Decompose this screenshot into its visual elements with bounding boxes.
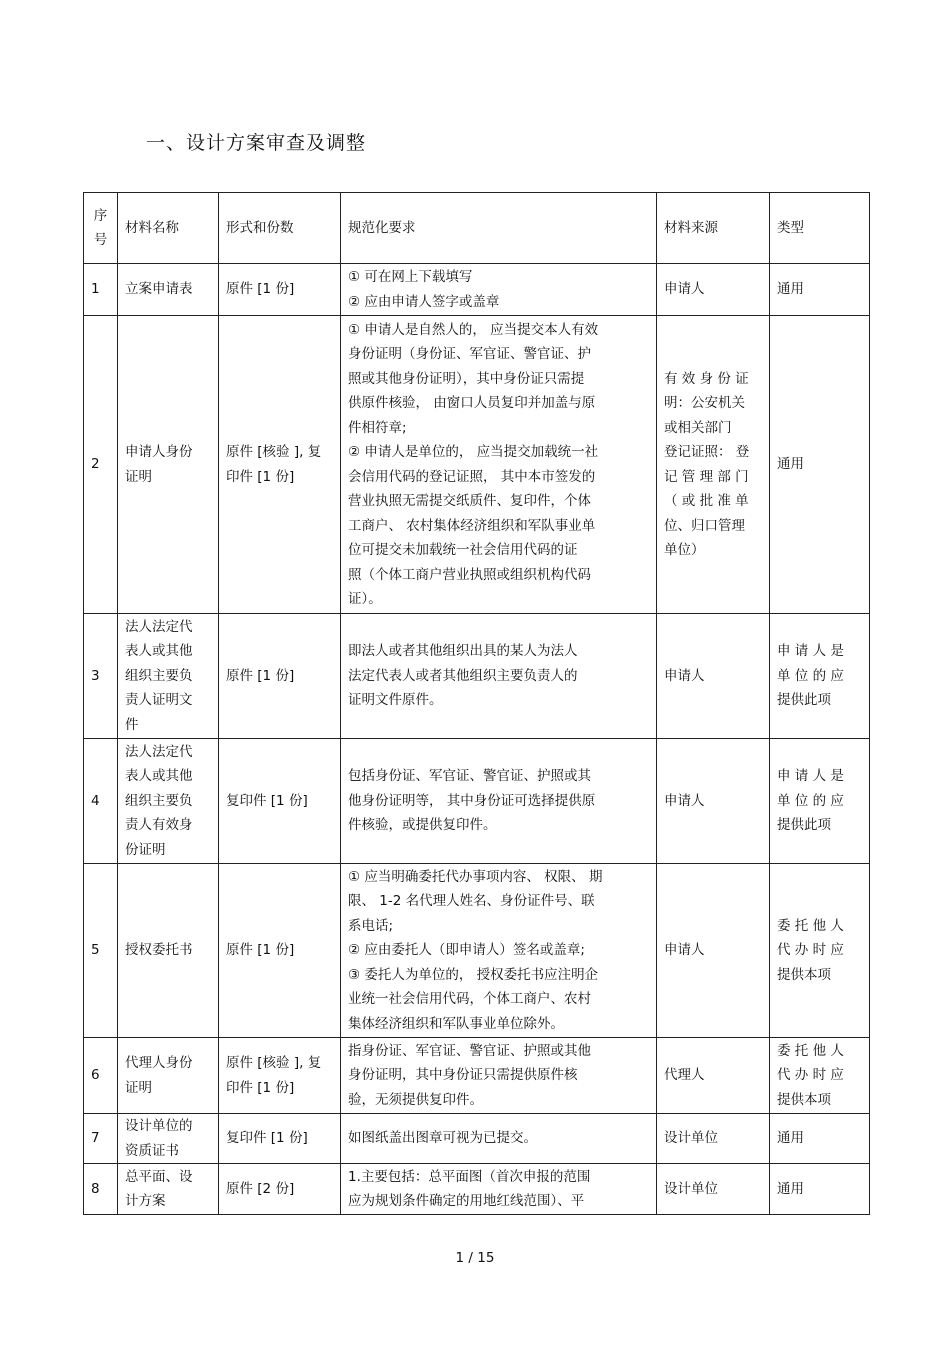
cell-source xyxy=(657,1164,770,1215)
cell-line: 表人或其他 xyxy=(125,768,193,785)
cell-line: 计方案 xyxy=(125,1193,166,1209)
table-row xyxy=(84,1114,870,1164)
cell-line: 材料名称 xyxy=(125,219,179,236)
cell-line: 证明文件原件。 xyxy=(348,692,443,709)
cell-line: 1 xyxy=(91,281,100,298)
cell-line: 单 位 的 应 xyxy=(777,667,844,684)
cell-requirements xyxy=(341,1038,657,1114)
cell-source xyxy=(657,1114,770,1164)
cell-line: 提供此项 xyxy=(777,692,831,709)
cell-line: 件相符章; xyxy=(348,419,407,436)
cell-line: 类型 xyxy=(777,219,804,236)
cell-name xyxy=(118,264,219,316)
cell-line: 他身份证明等， 其中身份证可选择提供原 xyxy=(348,792,596,809)
cell-requirements xyxy=(341,316,657,614)
cell-line: 印件 [1 份] xyxy=(226,468,295,485)
cell-line: 通用 xyxy=(777,1130,804,1147)
materials-table xyxy=(83,192,870,1215)
table-row xyxy=(84,739,870,864)
cell-line: 原件 [1 份] xyxy=(226,281,295,298)
cell-line: 申 请 人 是 xyxy=(777,643,844,660)
cell-line: 通用 xyxy=(777,1180,804,1197)
cell-line: 申请人 xyxy=(664,667,705,684)
cell-line: 代 办 时 应 xyxy=(777,1067,844,1084)
cell-line: 会信用代码的登记证照， 其中本市签发的 xyxy=(348,468,596,485)
cell-line: 证）。 xyxy=(348,591,382,607)
cell-line: 原件 [核验 ], 复 xyxy=(226,444,322,460)
cell-line: 形式和份数 xyxy=(226,219,294,236)
cell-line: 明：公安机关 xyxy=(664,395,745,411)
cell-type xyxy=(770,1114,870,1164)
cell-line: 应为规划条件确定的用地红线范围）、平 xyxy=(348,1193,585,1209)
table-row xyxy=(84,614,870,739)
cell-line: ③ 委托人为单位的， 授权委托书应注明企 xyxy=(348,966,599,983)
cell-line: 复印件 [1 份] xyxy=(226,792,308,809)
cell-line: 委 托 他 人 xyxy=(777,1042,844,1059)
cell-form xyxy=(219,864,341,1038)
cell-line: 申请人 xyxy=(664,792,705,809)
cell-form xyxy=(219,316,341,614)
cell-line: 设计单位 xyxy=(664,1180,718,1197)
cell-type xyxy=(770,1038,870,1114)
cell-line: 位、归口管理 xyxy=(664,517,745,534)
cell-form xyxy=(219,614,341,739)
cell-line: 4 xyxy=(91,792,100,809)
cell-form xyxy=(219,1164,341,1215)
cell-name xyxy=(118,614,219,739)
cell-line: 照（个体工商户营业执照或组织机构代码 xyxy=(348,566,591,583)
cell-line: 总平面、设 xyxy=(125,1168,193,1185)
cell-line: 设计单位 xyxy=(664,1130,718,1147)
cell-line: 表人或其他 xyxy=(125,643,193,660)
cell-source xyxy=(657,864,770,1038)
cell-name xyxy=(118,1114,219,1164)
section-heading: 一、设计方案审查及调整 xyxy=(146,132,367,154)
cell-requirements xyxy=(341,1114,657,1164)
cell-requirements xyxy=(341,614,657,739)
cell-line: 证明 xyxy=(125,468,152,485)
cell-line: 份证明 xyxy=(125,841,166,858)
cell-line: 业统一社会信用代码，个体工商户、农村 xyxy=(348,991,591,1008)
cell-type xyxy=(770,739,870,864)
cell-line: 代理人 xyxy=(664,1067,705,1084)
cell-line: 营业执照无需提交纸质件、复印件，个体 xyxy=(348,493,591,509)
cell-line: ② 应由申请人签字或盖章 xyxy=(348,293,500,310)
cell-line: 7 xyxy=(91,1130,100,1147)
cell-source xyxy=(657,264,770,316)
cell-line: 有 效 身 份 证 xyxy=(664,370,749,387)
cell-requirements xyxy=(341,264,657,316)
cell-type xyxy=(770,864,870,1038)
cell-line: 身份证明（身份证、军官证、警官证、护 xyxy=(348,346,591,362)
table-row xyxy=(84,264,870,316)
cell-line: 5 xyxy=(91,942,100,959)
cell-line: 号 xyxy=(93,232,108,248)
cell-line: 责人证明文 xyxy=(125,692,193,709)
cell-name xyxy=(118,1038,219,1114)
cell-line: 即法人或者其他组织出具的某人为法人 xyxy=(348,643,578,660)
cell-line: 工商户、 农村集体经济组织和军队事业单 xyxy=(348,517,596,534)
cell-line: 提供本项 xyxy=(777,1091,831,1108)
cell-source xyxy=(657,1038,770,1114)
cell-line: ① 应当明确委托代办事项内容、 权限、 期 xyxy=(348,868,603,885)
cell-line: 指身份证、军官证、警官证、护照或其他 xyxy=(348,1042,591,1059)
cell-form xyxy=(219,264,341,316)
cell-line: 法人法定代 xyxy=(125,618,193,635)
cell-type xyxy=(770,264,870,316)
cell-line: ① 可在网上下载填写 xyxy=(348,269,473,285)
cell-line: 或相关部门 xyxy=(664,419,732,436)
cell-requirements xyxy=(341,1164,657,1215)
header-requirements xyxy=(341,193,657,264)
cell-line: 照或其他身份证明），其中身份证只需提 xyxy=(348,370,585,387)
cell-name xyxy=(118,1164,219,1215)
cell-line: 通用 xyxy=(777,281,804,298)
cell-line: 法人法定代 xyxy=(125,743,193,760)
cell-name xyxy=(118,316,219,614)
cell-line: 立案申请表 xyxy=(125,281,193,298)
cell-line: 2 xyxy=(91,456,100,473)
cell-line: 单 位 的 应 xyxy=(777,792,844,809)
cell-line: 供原件核验， 由窗口人员复印并加盖与原 xyxy=(348,395,596,411)
cell-line: 提供本项 xyxy=(777,966,831,983)
cell-line: 材料来源 xyxy=(664,219,718,236)
cell-line: ① 申请人是自然人的， 应当提交本人有效 xyxy=(348,321,599,338)
cell-line: 集体经济组织和军队事业单位除外。 xyxy=(348,1015,564,1032)
cell-line: 包括身份证、军官证、警官证、护照或其 xyxy=(348,768,591,785)
cell-line: 法定代表人或者其他组织主要负责人的 xyxy=(348,667,578,684)
cell-line: 印件 [1 份] xyxy=(226,1079,295,1096)
cell-line: 限、 1-2 名代理人姓名、身份证件号、联 xyxy=(348,893,595,910)
cell-seq xyxy=(84,739,118,864)
cell-line: 如图纸盖出图章可视为已提交。 xyxy=(348,1130,537,1147)
cell-name xyxy=(118,864,219,1038)
table-header-row xyxy=(84,193,870,264)
cell-line: 申请人 xyxy=(664,281,705,298)
cell-line: 复印件 [1 份] xyxy=(226,1130,308,1147)
cell-line: 证明 xyxy=(125,1079,152,1096)
header-source xyxy=(657,193,770,264)
cell-form xyxy=(219,739,341,864)
cell-line: 组织主要负 xyxy=(125,792,193,809)
cell-line: 原件 [核验 ], 复 xyxy=(226,1055,322,1071)
cell-line: 1.主要包括：总平面图（首次申报的范围 xyxy=(348,1168,591,1185)
cell-source xyxy=(657,739,770,864)
header-name xyxy=(118,193,219,264)
cell-name xyxy=(118,739,219,864)
cell-line: 件核验，或提供复印件。 xyxy=(348,817,497,834)
cell-line: 6 xyxy=(91,1067,100,1084)
cell-form xyxy=(219,1038,341,1114)
cell-line: 设计单位的 xyxy=(125,1118,193,1134)
cell-line: ② 申请人是单位的， 应当提交加载统一社 xyxy=(348,444,599,460)
cell-line: 序 xyxy=(93,207,108,224)
cell-seq xyxy=(84,316,118,614)
cell-seq xyxy=(84,1114,118,1164)
cell-requirements xyxy=(341,864,657,1038)
table-row xyxy=(84,316,870,614)
cell-line: 授权委托书 xyxy=(125,942,193,959)
cell-form xyxy=(219,1114,341,1164)
cell-line: 代 办 时 应 xyxy=(777,942,844,959)
cell-line: （ 或 批 准 单 xyxy=(664,493,749,509)
cell-line: 委 托 他 人 xyxy=(777,917,844,934)
cell-line: 提供此项 xyxy=(777,817,831,834)
cell-line: 规范化要求 xyxy=(348,219,416,236)
table-row xyxy=(84,1038,870,1114)
cell-line: 验，无须提供复印件。 xyxy=(348,1091,483,1108)
cell-line: 身份证明，其中身份证只需提供原件核 xyxy=(348,1067,578,1084)
cell-seq xyxy=(84,264,118,316)
cell-line: 单位） xyxy=(664,542,705,558)
cell-type xyxy=(770,614,870,739)
cell-line: 系电话; xyxy=(348,917,394,934)
cell-line: 代理人身份 xyxy=(125,1055,193,1071)
header-type xyxy=(770,193,870,264)
page-number: 1 / 15 xyxy=(455,1250,495,1266)
cell-source xyxy=(657,614,770,739)
table-row xyxy=(84,1164,870,1215)
cell-line: 登记证照： 登 xyxy=(664,444,750,460)
cell-line: 通用 xyxy=(777,456,804,473)
cell-type xyxy=(770,1164,870,1215)
cell-line: 申请人 xyxy=(664,942,705,959)
cell-line: 申 请 人 是 xyxy=(777,768,844,785)
cell-seq xyxy=(84,864,118,1038)
cell-type xyxy=(770,316,870,614)
cell-line: 原件 [1 份] xyxy=(226,942,295,959)
cell-line: 资质证书 xyxy=(125,1142,179,1159)
cell-source xyxy=(657,316,770,614)
cell-line: 组织主要负 xyxy=(125,667,193,684)
cell-line: ② 应由委托人（即申请人）签名或盖章; xyxy=(348,942,585,959)
cell-line: 8 xyxy=(91,1180,100,1197)
cell-line: 申请人身份 xyxy=(125,444,193,460)
cell-requirements xyxy=(341,739,657,864)
cell-line: 位可提交未加载统一社会信用代码的证 xyxy=(348,542,578,558)
cell-seq xyxy=(84,1164,118,1215)
cell-line: 责人有效身 xyxy=(125,817,193,834)
cell-line: 3 xyxy=(91,667,100,684)
cell-seq xyxy=(84,1038,118,1114)
cell-seq xyxy=(84,614,118,739)
cell-line: 件 xyxy=(125,716,139,733)
header-form xyxy=(219,193,341,264)
header-seq xyxy=(84,193,118,264)
table-row xyxy=(84,864,870,1038)
cell-line: 原件 [1 份] xyxy=(226,667,295,684)
cell-line: 原件 [2 份] xyxy=(226,1180,295,1197)
cell-line: 记 管 理 部 门 xyxy=(664,468,749,485)
